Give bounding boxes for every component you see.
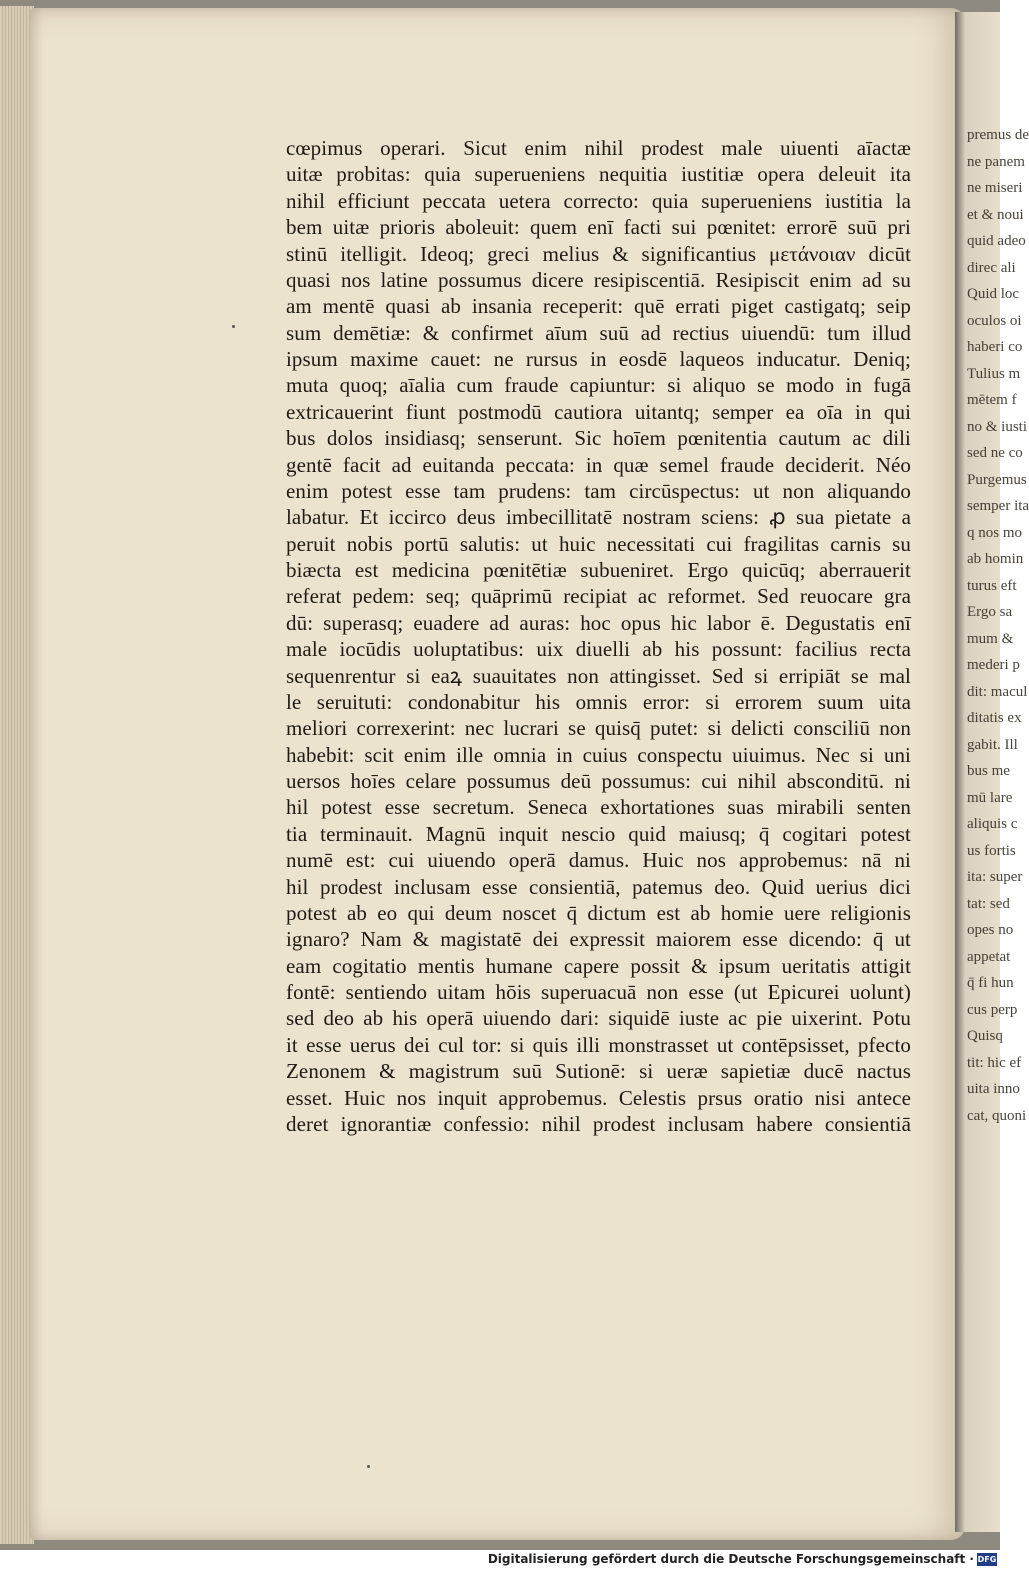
facing-page-line: Quid loc	[967, 286, 1020, 302]
facing-page-line: appetat	[967, 948, 1011, 965]
text-line: sed deo ab his operā uiuendo dari: siquidē iuste ac pie uixerint. Potu	[286, 1006, 911, 1031]
text-line: quasi nos latine possumus dicere resipiscentiā. Resipiscit enim ad su	[286, 267, 911, 292]
text-line: uitæ probitas: quia superueniens nequitia iustitiæ opera deleuit ita	[286, 162, 911, 187]
text-line: ipsum maxime cauet: ne rursus in eosdē laqueos inducatur. Deniq;	[286, 347, 911, 371]
facing-page-line: q nos mo	[967, 524, 1023, 541]
facing-page-line: tat: sed	[967, 895, 1010, 912]
facing-page-line: et & noui	[967, 206, 1024, 223]
text-line: deret ignorantiæ confessio: nihil prodest inclusam habere consientiā	[286, 1111, 911, 1136]
facing-page-line: Tulius m	[967, 365, 1021, 382]
text-line: habebit: scit enim ille omnia in cuius conspectu uiuimus. Nec si uni	[286, 742, 911, 767]
facing-page-line: gabit. Ill	[967, 736, 1018, 753]
text-line: esset. Huic nos inquit approbemus. Celestis prsus oratio nisi antece	[286, 1085, 911, 1110]
text-line: peruit nobis portū salutis: ut huic necessitati cui fragilitas carnis su	[286, 531, 911, 556]
dfg-logo: DFG	[977, 1555, 997, 1564]
facing-page-text	[967, 122, 1027, 1129]
facing-page-line: uita inno	[967, 1081, 1020, 1097]
text-line: Zenonem & magistrum suū Sutionē: si ueræ sapietiæ ducē nactus	[286, 1059, 911, 1084]
text-line: stinū itelligit. Ideoq; greci melius & significantius μετάνοιαν dicūt	[286, 241, 911, 266]
facing-page-line: ne miseri	[967, 180, 1023, 196]
facing-page-edge	[955, 12, 1029, 1532]
text-line: labatur. Et iccirco deus imbecillitatē nostram sciens: ꝓ sua pietate a	[286, 505, 911, 530]
facing-page-line: mederi p	[967, 657, 1020, 673]
facing-page-line: aliquis c	[967, 816, 1018, 832]
facing-page-line: direc ali	[967, 259, 1016, 276]
facing-page-line: ab homin	[967, 551, 1024, 567]
text-line: bus dolos insidiasq; senserunt. Sic hoīem pœnitentia cautum ac dili	[286, 426, 911, 451]
facing-page-line: turus eft	[967, 577, 1017, 594]
text-line: it esse uerus dei cul tor: si quis illi monstrasset ut contēpsisset, pfecto	[286, 1032, 911, 1057]
text-line: dū: superasq; euadere ad auras: hoc opus hic labor ē. Degustatis enī	[286, 610, 911, 635]
facing-page-line: Purgemus	[967, 471, 1027, 488]
text-line: hil potest esse secretum. Seneca exhortationes suas mirabili senten	[286, 795, 911, 820]
facing-page-line: tit: hic ef	[967, 1054, 1022, 1071]
text-line: le seruituti: condonabitur his omnis error: si errorem suum uita	[286, 689, 911, 714]
facing-page-line: semper ita	[967, 498, 1029, 514]
book-page-edges	[0, 6, 34, 1544]
facing-page-line: ne panem	[967, 153, 1025, 170]
facing-page-line: cus perp	[967, 1001, 1018, 1018]
text-line: biæcta est medicina pœnitētiæ subueniret. Ergo quicūq; aberrauerit	[286, 558, 911, 582]
facing-page-line: cat, quoni	[967, 1107, 1027, 1124]
footer-credit: Digitalisierung gefördert durch die Deutsche Forschungsgemeinschaft ·	[487, 1552, 974, 1566]
main-text-block	[286, 135, 911, 1137]
text-line: sum demētiæ: & confirmet aīum suū ad rectius uiuendū: tum illud	[286, 320, 911, 345]
facing-page-line: ita: super	[967, 869, 1023, 885]
text-line: meliori correxerint: nec lucrari se quisq̄ putet: si delicti consciliū non	[286, 716, 911, 741]
text-line: muta quoq; aīalia cum fraude capiuntur: si aliquo se modo in fugā	[286, 373, 911, 398]
facing-page-line: bus me	[967, 763, 1010, 779]
text-line: enim potest esse tam prudens: tam circūspectus: ut non aliquando	[286, 478, 911, 503]
ink-mark	[367, 1465, 370, 1468]
facing-page-line: mū lare	[967, 789, 1013, 806]
facing-page-line: ditatis ex	[967, 710, 1022, 726]
text-line: male iocūdis uoluptatibus: uix diuelli ab his possunt: facilius recta	[286, 637, 911, 662]
text-line: extricauerint fiunt postmodū cautiora uitantq; semper ea oīa in qui	[286, 399, 911, 424]
text-line: cœpimus operari. Sicut enim nihil prodest male uiuenti aīactæ	[286, 136, 911, 160]
facing-page-line: mētem f	[967, 392, 1017, 408]
text-line: numē est: cui uiuendo operā damus. Huic nos approbemus: nā ni	[286, 848, 911, 873]
text-line: potest ab eo qui deum noscet q̄ dictum est ab homie uere religionis	[286, 900, 911, 925]
text-line: ignaro? Nam & magistatē dei expressit maiorem esse dicendo: q̄ ut	[286, 927, 911, 952]
facing-page-line: oculos oi	[967, 312, 1022, 329]
facing-page-line: Quisq	[967, 1028, 1003, 1044]
facing-page-line: opes no	[967, 922, 1014, 938]
text-line: tia terminauit. Magnū inquit nescio quid maiusq; q̄ cogitari potest	[286, 821, 911, 846]
text-line: nihil efficiunt peccata uetera correcto: quia superueniens iustitia la	[286, 188, 911, 213]
text-line: hil prodest inclusam esse consientiā, patemus deo. Quid uerius dici	[286, 874, 911, 899]
facing-page-line: dit: macul	[967, 683, 1028, 700]
text-line: bem uitæ prioris aboleuit: quem enī facti sui pœnitet: errorē suū pri	[286, 215, 911, 240]
text-line: sequenrentur si eaꝝ suauitates non attingisset. Sed si erripiāt se mal	[286, 663, 911, 688]
facing-page-line: q̄ fi hun	[967, 975, 1014, 991]
text-line: am mentē quasi ab insania receperit: quē errati piget castigatq; seip	[286, 294, 911, 319]
facing-page-line: Ergo sa	[967, 604, 1013, 620]
text-line: uersos hoīes celare possumus deū possumus: cui nihil absconditū. ni	[286, 769, 911, 793]
facing-page-line: quid adeo	[967, 233, 1026, 249]
text-line: gentē facit ad euitanda peccata: in quæ semel fraude deciderit. Néo	[286, 452, 911, 477]
facing-page-line: premus de	[967, 127, 1029, 143]
text-line: fontē: sentiendo uitam hōis superuacuā non esse (ut Epicurei uolunt)	[286, 980, 911, 1004]
ink-mark	[232, 325, 235, 328]
facing-page-line: no & iusti	[967, 418, 1028, 435]
facing-page-line: haberi co	[967, 339, 1023, 355]
facing-page-line: mum &	[967, 630, 1014, 647]
facing-page-line: sed ne co	[967, 445, 1023, 461]
text-line: eam cogitatio mentis humane capere possit & ipsum ueritatis attigit	[286, 953, 911, 978]
facing-page-line: us fortis	[967, 842, 1016, 859]
text-line: referat pedem: seq; quāprimū recipiat ac reformet. Sed reuocare gra	[286, 584, 911, 609]
